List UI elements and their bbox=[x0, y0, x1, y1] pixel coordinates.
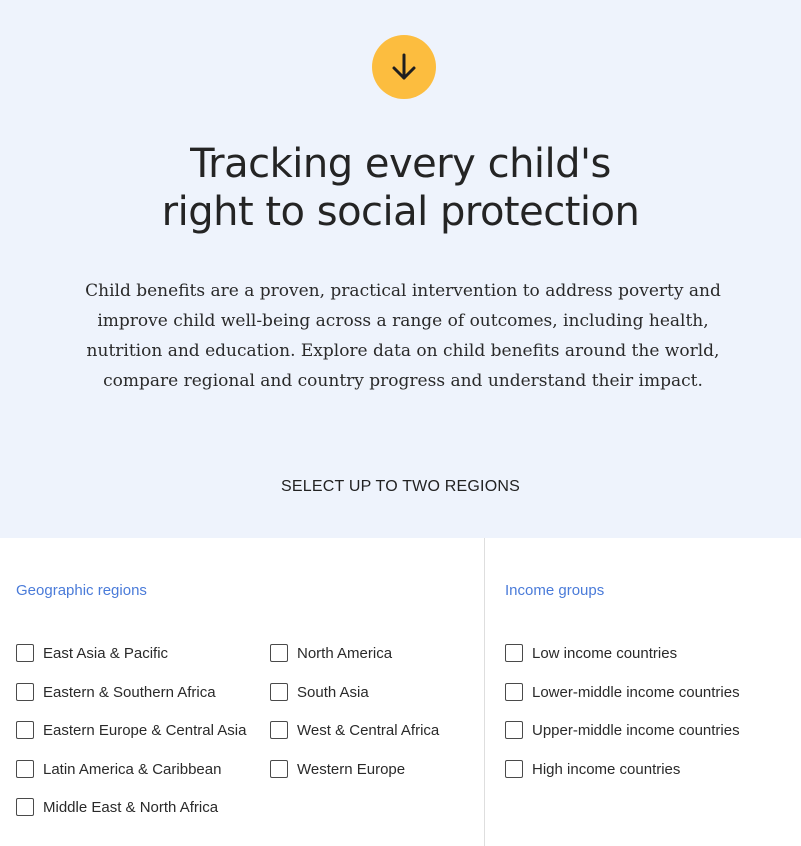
region-option-east-asia-pacific[interactable] bbox=[16, 644, 168, 662]
option-label: High income countries bbox=[532, 760, 681, 778]
option-label: Low income countries bbox=[532, 644, 678, 662]
region-option-middle-east-north-africa[interactable] bbox=[16, 798, 218, 816]
checkbox[interactable] bbox=[16, 683, 34, 701]
option-label: South Asia bbox=[297, 683, 369, 701]
checkbox[interactable] bbox=[505, 644, 523, 662]
geographic-regions-heading: Geographic regions bbox=[16, 582, 147, 599]
region-option-north-america[interactable] bbox=[270, 644, 392, 662]
arrow-down-icon bbox=[387, 50, 421, 84]
option-label: Eastern & Southern Africa bbox=[43, 683, 216, 701]
column-divider bbox=[484, 538, 485, 846]
page-title-line-1: Tracking every child's bbox=[190, 141, 611, 187]
income-option-lower-middle[interactable] bbox=[505, 683, 740, 701]
checkbox[interactable] bbox=[270, 644, 288, 662]
income-option-upper-middle[interactable] bbox=[505, 721, 740, 739]
region-option-west-central-africa[interactable] bbox=[270, 721, 439, 739]
checkbox[interactable] bbox=[505, 721, 523, 739]
region-option-eastern-southern-africa[interactable] bbox=[16, 683, 216, 701]
page-title-line-2: right to social protection bbox=[161, 189, 640, 235]
checkbox[interactable] bbox=[16, 721, 34, 739]
region-option-western-europe[interactable] bbox=[270, 760, 405, 778]
option-label: Middle East & North Africa bbox=[43, 798, 219, 816]
income-option-high[interactable] bbox=[505, 760, 680, 778]
option-label: Eastern Europe & Central Asia bbox=[43, 721, 247, 739]
checkbox[interactable] bbox=[16, 760, 34, 778]
checkbox[interactable] bbox=[16, 644, 34, 662]
checkbox[interactable] bbox=[16, 798, 34, 816]
checkbox[interactable] bbox=[270, 683, 288, 701]
income-groups-heading: Income groups bbox=[505, 582, 605, 599]
region-option-latin-america-caribbean[interactable] bbox=[16, 760, 221, 778]
page-title bbox=[0, 140, 801, 236]
checkbox[interactable] bbox=[270, 721, 288, 739]
option-label: North America bbox=[297, 644, 393, 662]
scroll-down-button[interactable] bbox=[372, 35, 436, 99]
option-label: West & Central Africa bbox=[297, 721, 440, 739]
option-label: Latin America & Caribbean bbox=[43, 760, 222, 778]
checkbox[interactable] bbox=[270, 760, 288, 778]
option-label: East Asia & Pacific bbox=[43, 644, 169, 662]
option-label: Lower-middle income countries bbox=[532, 683, 740, 701]
region-option-eastern-europe-central-asia[interactable] bbox=[16, 721, 246, 739]
income-option-low[interactable] bbox=[505, 644, 677, 662]
select-regions-label: SELECT UP TO TWO REGIONS bbox=[281, 478, 520, 495]
option-label: Upper-middle income countries bbox=[532, 721, 740, 739]
intro-paragraph: Child benefits are a proven, practical intervention to address poverty and improve child well-being across a range of outcomes, including health, nutrition and education. Explore data on child benefits around the world, compare regional and country progress and understand their impact. bbox=[85, 281, 721, 391]
checkbox[interactable] bbox=[505, 683, 523, 701]
checkbox[interactable] bbox=[505, 760, 523, 778]
option-label: Western Europe bbox=[297, 760, 406, 778]
region-option-south-asia[interactable] bbox=[270, 683, 369, 701]
